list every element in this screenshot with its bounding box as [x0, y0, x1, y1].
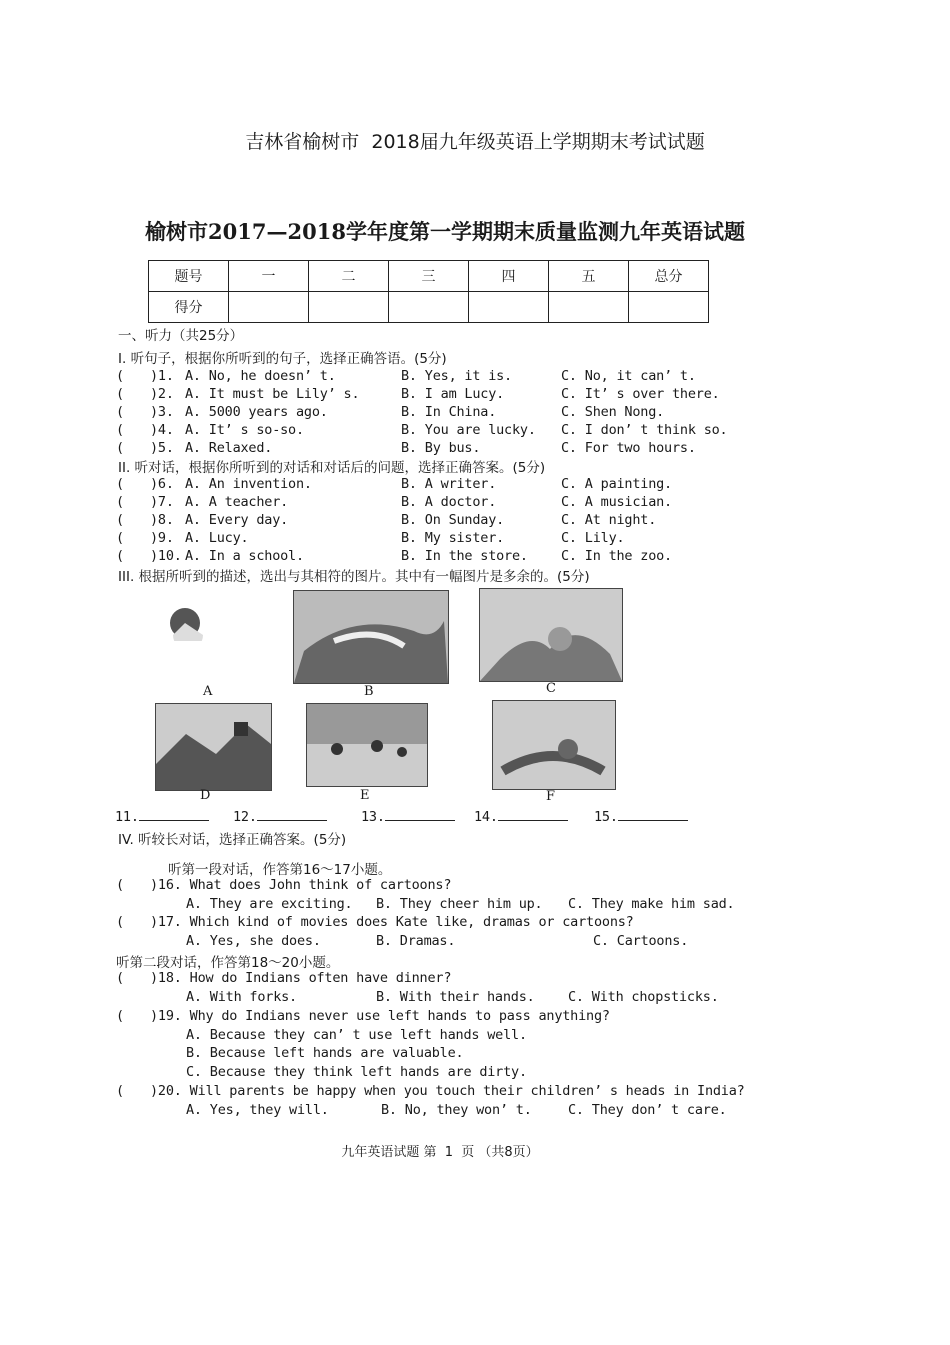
- option-b: B. A writer.: [401, 476, 497, 492]
- option-a: A. It must be Lily’ s.: [185, 386, 360, 402]
- answer-blank-12[interactable]: [233, 809, 327, 825]
- option-c: C. It’ s over there.: [561, 386, 720, 402]
- option-a: A. An invention.: [185, 476, 312, 492]
- question-number: )3.: [150, 404, 174, 420]
- blank-number: 15.: [594, 809, 618, 825]
- question-number: )6.: [150, 476, 174, 492]
- answer-paren[interactable]: (: [116, 530, 124, 546]
- q17-paren[interactable]: (: [116, 914, 124, 930]
- q19-paren[interactable]: (: [116, 1008, 124, 1024]
- q18-option-a: A. With forks.: [186, 989, 297, 1005]
- q16-option-a: A. They are exciting.: [186, 896, 353, 912]
- option-b: B. In the store.: [401, 548, 528, 564]
- option-b: B. On Sunday.: [401, 512, 505, 528]
- score-row-label: 得分: [149, 292, 229, 323]
- question-number: )5.: [150, 440, 174, 456]
- dialog1-instruction: 听第一段对话，作答第16～17小题。: [168, 862, 392, 878]
- part1-heading: 一、听力（共25分）: [118, 328, 244, 344]
- q20-question: )20. Will parents be happy when you touch their children’ s heads in India?: [150, 1083, 745, 1099]
- score-header-cell: 一: [229, 261, 309, 292]
- answer-paren[interactable]: (: [116, 512, 124, 528]
- question-number: )4.: [150, 422, 174, 438]
- answer-paren[interactable]: (: [116, 404, 124, 420]
- q20-option-c: C. They don’ t care.: [568, 1102, 727, 1118]
- blank-number: 12.: [233, 809, 257, 825]
- option-b: B. I am Lucy.: [401, 386, 505, 402]
- score-header-cell: 五: [549, 261, 629, 292]
- option-b: B. By bus.: [401, 440, 481, 456]
- q17-question: )17. Which kind of movies does Kate like, dramas or cartoons?: [150, 914, 634, 930]
- option-c: C. In the zoo.: [561, 548, 672, 564]
- q18-option-b: B. With their hands.: [376, 989, 535, 1005]
- score-header-cell: 四: [469, 261, 549, 292]
- option-c: C. No, it can’ t.: [561, 368, 696, 384]
- page-footer: 九年英语试题 第 1 页 （共8页）: [341, 1145, 539, 1160]
- option-c: C. Lily.: [561, 530, 625, 546]
- question-number: )2.: [150, 386, 174, 402]
- q18-question: )18. How do Indians often have dinner?: [150, 970, 452, 986]
- q16-option-c: C. They make him sad.: [568, 896, 735, 912]
- question-number: )1.: [150, 368, 174, 384]
- q18-paren[interactable]: (: [116, 970, 124, 986]
- option-a: A. Lucy.: [185, 530, 249, 546]
- option-a: A. In a school.: [185, 548, 304, 564]
- score-cell: [549, 292, 629, 323]
- option-a: A. 5000 years ago.: [185, 404, 328, 420]
- answer-paren[interactable]: (: [116, 422, 124, 438]
- sec1-heading: I. 听句子，根据你所听到的句子，选择正确答语。(5分): [118, 351, 447, 367]
- document-title: 吉林省榆树市 2018届九年级英语上学期期末考试试题: [245, 131, 705, 153]
- score-cell: [469, 292, 549, 323]
- score-table-row: [149, 292, 709, 323]
- score-cell: [309, 292, 389, 323]
- picture-label-e: E: [360, 788, 370, 803]
- score-header-cell: 二: [309, 261, 389, 292]
- picture-label-a: A: [203, 684, 213, 699]
- picture-label-d: D: [200, 788, 211, 803]
- q17-option-a: A. Yes, she does.: [186, 933, 321, 949]
- question-number: )8.: [150, 512, 174, 528]
- score-table: [148, 260, 709, 323]
- score-cell: [389, 292, 469, 323]
- q16-option-b: B. They cheer him up.: [376, 896, 543, 912]
- picture-d: [155, 703, 272, 791]
- answer-paren[interactable]: (: [116, 476, 124, 492]
- q17-option-c: C. Cartoons.: [593, 933, 689, 949]
- picture-label-c: C: [546, 681, 556, 696]
- option-a: A. It’ s so-so.: [185, 422, 304, 438]
- sec3-heading: III. 根据所听到的描述，选出与其相符的图片。其中有一幅图片是多余的。(5分): [118, 569, 590, 585]
- option-b: B. A doctor.: [401, 494, 497, 510]
- picture-a-orange: [163, 605, 207, 641]
- dialog2-instruction: 听第二段对话，作答第18～20小题。: [116, 955, 340, 971]
- picture-c: [479, 588, 623, 682]
- blank-number: 13.: [361, 809, 385, 825]
- q20-option-a: A. Yes, they will.: [186, 1102, 329, 1118]
- answer-paren[interactable]: (: [116, 386, 124, 402]
- sec4-heading: IV. 听较长对话，选择正确答案。(5分): [118, 832, 347, 848]
- answer-paren[interactable]: (: [116, 494, 124, 510]
- option-c: C. A musician.: [561, 494, 672, 510]
- option-a: A. No, he doesn’ t.: [185, 368, 336, 384]
- option-c: C. At night.: [561, 512, 657, 528]
- q19-question: )19. Why do Indians never use left hands to pass anything?: [150, 1008, 610, 1024]
- picture-f: [492, 700, 616, 790]
- picture-label-f: F: [546, 789, 556, 804]
- question-number: )7.: [150, 494, 174, 510]
- q20-option-b: B. No, they won’ t.: [381, 1102, 532, 1118]
- score-table-header: [149, 261, 709, 292]
- score-header-cell: 三: [389, 261, 469, 292]
- blank-number: 11.: [115, 809, 139, 825]
- option-a: A. Every day.: [185, 512, 289, 528]
- answer-paren[interactable]: (: [116, 440, 124, 456]
- question-number: )9.: [150, 530, 174, 546]
- q19-option-b: B. Because left hands are valuable.: [186, 1045, 464, 1061]
- answer-blank-13[interactable]: [361, 809, 455, 825]
- option-c: C. Shen Nong.: [561, 404, 665, 420]
- picture-e: [306, 703, 428, 787]
- score-cell: [629, 292, 709, 323]
- option-b: B. Yes, it is.: [401, 368, 512, 384]
- q18-option-c: C. With chopsticks.: [568, 989, 719, 1005]
- answer-blank-11[interactable]: [115, 809, 209, 825]
- picture-label-b: B: [364, 684, 374, 699]
- option-b: B. My sister.: [401, 530, 505, 546]
- q16-question: )16. What does John think of cartoons?: [150, 877, 452, 893]
- q19-option-c: C. Because they think left hands are dirty.: [186, 1064, 527, 1080]
- sec2-heading: II. 听对话，根据你所听到的对话和对话后的问题，选择正确答案。(5分): [118, 460, 546, 476]
- q19-option-a: A. Because they can’ t use left hands well.: [186, 1027, 527, 1043]
- option-c: C. For two hours.: [561, 440, 696, 456]
- option-a: A. Relaxed.: [185, 440, 273, 456]
- option-a: A. A teacher.: [185, 494, 289, 510]
- exam-title: 榆树市2017—2018学年度第一学期期末质量监测九年英语试题: [145, 219, 745, 244]
- option-c: C. I don’ t think so.: [561, 422, 728, 438]
- score-cell: [229, 292, 309, 323]
- option-b: B. You are lucky.: [401, 422, 536, 438]
- score-header-cell: 总分: [629, 261, 709, 292]
- score-header-cell: 题号: [149, 261, 229, 292]
- q16-paren[interactable]: (: [116, 877, 124, 893]
- answer-paren[interactable]: (: [116, 548, 124, 564]
- answer-paren[interactable]: (: [116, 368, 124, 384]
- blank-number: 14.: [474, 809, 498, 825]
- q17-option-b: B. Dramas.: [376, 933, 456, 949]
- question-number: )10.: [150, 548, 182, 564]
- answer-blank-15[interactable]: [594, 809, 688, 825]
- option-c: C. A painting.: [561, 476, 672, 492]
- option-b: B. In China.: [401, 404, 497, 420]
- answer-blank-14[interactable]: [474, 809, 568, 825]
- picture-b: [293, 590, 449, 684]
- q20-paren[interactable]: (: [116, 1083, 124, 1099]
